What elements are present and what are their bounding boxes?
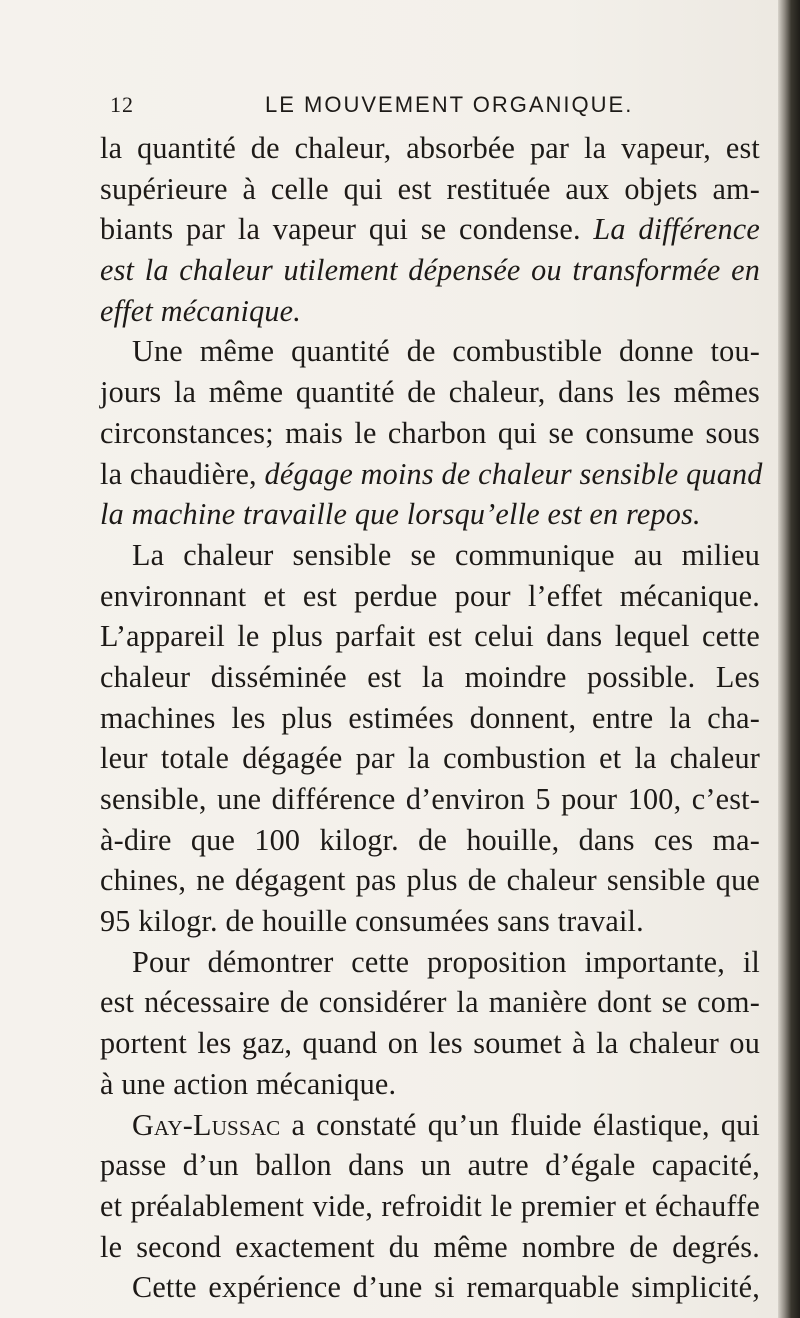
text-line: chines, ne dégagent pas plus de chaleur sensible que (100, 863, 760, 898)
text-line: Cette expérience d’une si remarquable simplicité, (132, 1270, 760, 1305)
italic-text-run: dégage moins de chaleur sensible quand (264, 456, 763, 491)
text-line: chaleur disséminée est la moindre possible. Les (100, 659, 760, 694)
page-header (110, 92, 755, 122)
text-line: est nécessaire de considérer la manière dont se com- (100, 985, 760, 1020)
text-line: machines les plus estimées donnent, entre la cha- (100, 700, 760, 735)
text-line: à une action mécanique. (100, 1066, 397, 1101)
text-line: L’appareil le plus parfait est celui dans lequel cette (100, 619, 760, 654)
author-name-small-caps: Gay-Lussac (132, 1107, 281, 1142)
text-line: la machine travaille que lorsqu’elle est en repos. (100, 497, 701, 532)
text-line: effet mécanique. (100, 293, 302, 328)
text-line: la quantité de chaleur, absorbée par la vapeur, est (100, 131, 760, 165)
body-text (100, 128, 763, 1308)
text-line (100, 1105, 760, 1146)
text-run: a constaté qu’un fluide élastique, qui (291, 1107, 760, 1142)
text-line: jours la même quantité de chaleur, dans les mêmes (100, 375, 760, 410)
text-line: environnant et est perdue pour l’effet mécanique. (100, 578, 760, 613)
text-line: sensible, une différence d’environ 5 pour 100, c’est- (100, 782, 760, 816)
text-run: biants par la vapeur qui se condense. (100, 212, 581, 247)
text-line: est la chaleur utilement dépensée ou transformée en (100, 253, 760, 288)
text-line: leur totale dégagée par la combustion et la chaleur (100, 741, 760, 776)
text-line: supérieure à celle qui est restituée aux objets am- (100, 171, 760, 206)
text-run: la chaudière, (100, 456, 257, 491)
text-line: 95 kilogr. de houille consumées sans travail. (100, 904, 644, 939)
text-line: circonstances; mais le charbon qui se consume sous (100, 415, 760, 450)
running-head: LE MOUVEMENT ORGANIQUE. (265, 92, 634, 117)
text-line: passe d’un ballon dans un autre d’égale capacité, (100, 1148, 760, 1183)
text-line (100, 454, 763, 495)
text-line (100, 209, 760, 250)
page-edge-shadow (778, 0, 800, 1318)
text-line: Une même quantité de combustible donne tou- (132, 334, 760, 369)
text-line: portent les gaz, quand on les soumet à la chaleur ou (100, 1026, 760, 1061)
text-line: le second exactement du même nombre de degrés. (100, 1229, 760, 1264)
italic-text-run: La différence (593, 212, 760, 247)
page-number: 12 (110, 92, 134, 117)
text-line: et préalablement vide, refroidit le premier et échauffe (100, 1188, 760, 1223)
text-line: à-dire que 100 kilogr. de houille, dans ces ma- (100, 822, 760, 857)
text-line: La chaleur sensible se communique au milieu (132, 537, 760, 572)
text-line: Pour démontrer cette proposition importante, il (132, 944, 760, 979)
